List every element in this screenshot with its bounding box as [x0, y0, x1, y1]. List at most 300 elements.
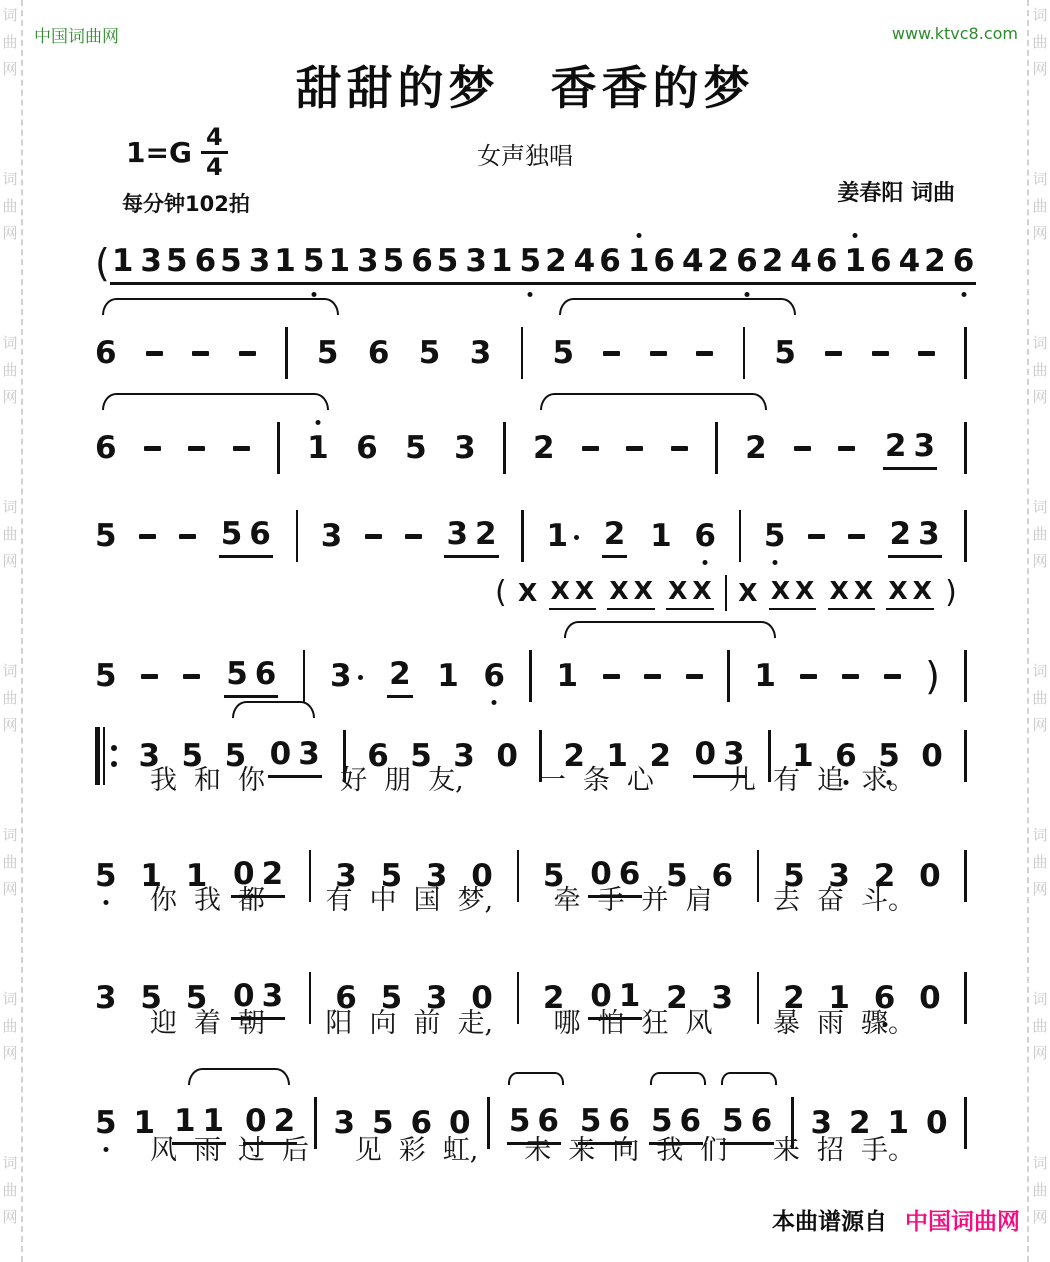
watermark-char: 网: [2, 716, 18, 734]
note: 5: [224, 738, 247, 774]
note: X: [912, 576, 932, 605]
duration-dash: [848, 534, 865, 539]
lyric-group: [729, 765, 915, 797]
note: 2: [761, 242, 784, 279]
lyric-syllable: 肩: [685, 885, 713, 916]
beam-group: [224, 655, 278, 698]
lyric-syllable: 虹,: [442, 1135, 479, 1166]
note: 2: [745, 430, 767, 466]
note: 3: [333, 1105, 356, 1141]
note: 6: [711, 858, 734, 894]
note: 3: [95, 980, 117, 1016]
key-label: 1=G: [126, 135, 192, 169]
time-signature: [201, 122, 228, 181]
note: 2: [273, 1102, 296, 1139]
watermark-group: [2, 1156, 17, 1225]
note: 5: [371, 1105, 394, 1141]
watermark-char: 网: [2, 880, 18, 898]
note: X: [550, 576, 570, 605]
note: 0: [269, 735, 292, 772]
note: 0: [245, 1102, 267, 1139]
barline: [964, 650, 967, 702]
note: 3: [918, 515, 940, 552]
beam-group: [760, 242, 814, 285]
note: 1: [556, 658, 579, 694]
beam-group: [489, 242, 543, 285]
note: 2: [889, 515, 912, 552]
duration-dash: [872, 351, 889, 356]
parenthesis: (: [95, 241, 110, 285]
watermark-char: 词: [1032, 334, 1048, 352]
watermark-group: [2, 336, 17, 405]
note: 0: [919, 980, 941, 1016]
beam-group: [886, 576, 934, 610]
duration-dash: [582, 446, 599, 451]
slur-arc: [559, 298, 796, 315]
note: 1: [547, 517, 580, 555]
note: 1: [844, 242, 866, 280]
beam-group: [164, 242, 218, 285]
watermark-char: 网: [2, 1044, 18, 1062]
beam-group: [272, 242, 326, 285]
lyric-syllable: 见: [354, 1135, 382, 1166]
music-line-intro-2: [95, 295, 967, 391]
left-watermark-border: [0, 0, 20, 1262]
lyric-syllable: 向: [612, 1135, 640, 1166]
watermark-char: 网: [2, 552, 18, 570]
watermark-char: 网: [1032, 60, 1048, 78]
lyric-syllable: 骤。: [861, 1008, 915, 1039]
beam-group: [828, 576, 876, 610]
lyrics-line-2: [105, 885, 950, 917]
footer-text: 本曲谱源自: [772, 1209, 887, 1235]
note: X: [829, 576, 849, 605]
note: 1: [185, 858, 208, 894]
watermark-char: 曲: [1032, 525, 1048, 543]
note: 1: [437, 658, 459, 694]
augmentation-dot: [574, 535, 579, 540]
note: 5: [783, 858, 805, 894]
beam-group: [381, 242, 435, 285]
barline: [964, 327, 967, 379]
barline: [964, 730, 967, 782]
octave-dot-above: [853, 233, 858, 238]
watermark-char: 曲: [2, 1017, 18, 1035]
lyric-group: [773, 1135, 915, 1167]
duration-dash: [800, 674, 817, 679]
note: 5: [520, 242, 542, 280]
augmentation-dot: [358, 675, 363, 680]
barline: [964, 510, 967, 562]
watermark-char: 词: [1032, 1154, 1048, 1172]
lyric-group: [539, 765, 654, 797]
note: 5: [508, 1102, 531, 1139]
note: 3: [828, 858, 850, 894]
note: 6: [483, 657, 505, 695]
lyric-syllable: 来: [772, 1135, 800, 1166]
watermark-char: 曲: [1032, 853, 1048, 871]
lyric-syllable: 儿: [728, 765, 756, 796]
lyric-syllable: 梦,: [457, 885, 494, 916]
note: 1: [274, 242, 296, 279]
note: 3: [357, 242, 379, 279]
note: 1: [754, 658, 776, 694]
barline: [739, 510, 742, 562]
watermark-char: 词: [2, 990, 18, 1008]
note: 5: [95, 518, 117, 554]
lyric-syllable: 我: [656, 1135, 684, 1166]
note: 0: [925, 1105, 948, 1141]
lyric-syllable: 友,: [428, 765, 464, 796]
beam-group: [769, 576, 817, 610]
lyric-group: [325, 1008, 493, 1040]
watermark-char: 曲: [2, 853, 18, 871]
lyric-syllable: 你: [150, 885, 177, 916]
beam-group: [607, 576, 655, 610]
duration-dash: [365, 534, 382, 539]
note: 1: [140, 858, 162, 894]
lyric-syllable: 朝: [238, 1008, 265, 1039]
note: 0: [233, 855, 255, 892]
barline: [725, 575, 727, 611]
note: 2: [649, 738, 672, 774]
lyric-syllable: 斗。: [861, 885, 915, 916]
beam-group: [326, 242, 380, 285]
lyric-syllable: 你: [238, 765, 265, 796]
lyrics-line-1: [105, 765, 950, 797]
note: 3: [320, 518, 343, 554]
note: 5: [140, 980, 162, 1016]
note: 3: [335, 858, 357, 894]
lyric-syllable: 迎: [150, 1008, 177, 1039]
note: 6: [95, 335, 117, 371]
watermark-char: 曲: [2, 689, 18, 707]
watermark-char: 曲: [1032, 361, 1048, 379]
note: 3: [425, 858, 448, 894]
note: 1: [490, 242, 513, 279]
lyric-syllable: 前: [413, 1008, 441, 1039]
watermark-char: 曲: [2, 1181, 18, 1199]
duration-dash: [696, 351, 713, 356]
lyric-syllable: 过: [238, 1135, 265, 1166]
note: 2: [873, 858, 896, 894]
watermark-char: 词: [1032, 826, 1048, 844]
beam-group: [666, 576, 714, 610]
note: 5: [95, 1104, 117, 1142]
note: 3: [138, 738, 161, 774]
lyric-syllable: 牵: [553, 885, 581, 916]
note: 5: [220, 242, 242, 279]
note: 5: [226, 655, 248, 692]
lyric-syllable: 奋: [817, 885, 844, 916]
slur-arc: [102, 298, 339, 315]
note: X: [574, 576, 595, 605]
note: 2: [884, 427, 907, 464]
watermark-char: 曲: [1032, 197, 1048, 215]
beam-group: [922, 242, 976, 285]
parenthesis: ): [945, 575, 957, 610]
watermark-char: 词: [2, 334, 18, 352]
right-dashed-border: [1027, 0, 1029, 1262]
duration-dash: [405, 534, 422, 539]
site-name-link[interactable]: 中国词曲网: [34, 27, 119, 47]
lyric-syllable: 中: [369, 885, 397, 916]
tempo-marking: 每分钟102拍: [122, 192, 250, 216]
time-signature-numerator: 4: [201, 125, 228, 154]
duration-dash: [842, 674, 859, 679]
barline: [715, 422, 718, 474]
note: 2: [261, 855, 284, 892]
barline: [964, 1097, 967, 1149]
barline: [503, 422, 506, 474]
slur-arc: [721, 1072, 777, 1085]
lyric-group: [150, 1135, 309, 1167]
duration-dash: [671, 446, 688, 451]
beam-group: [602, 515, 628, 558]
slur-arc: [188, 1068, 290, 1085]
footer-brand-link[interactable]: 中国词曲网: [905, 1209, 1020, 1235]
watermark-char: 曲: [2, 525, 18, 543]
site-url-link[interactable]: www.ktvc8.com: [891, 24, 1018, 43]
watermark-char: 词: [1032, 498, 1048, 516]
note: 4: [898, 242, 921, 279]
lyric-group: [773, 1008, 915, 1040]
note: 3: [810, 1105, 833, 1141]
note: X: [888, 576, 908, 605]
note: 6: [750, 1102, 773, 1139]
watermark-char: 词: [1032, 170, 1048, 188]
barline: [743, 327, 746, 379]
octave-dot-above: [636, 233, 641, 238]
note: 2: [603, 515, 626, 552]
watermark-char: 网: [2, 1208, 18, 1226]
note: 5: [418, 335, 441, 371]
note: 2: [707, 242, 730, 279]
lyric-group: [554, 1008, 713, 1040]
note: 5: [764, 517, 786, 555]
duration-dash: [686, 674, 703, 679]
duration-dash: [884, 674, 901, 679]
watermark-char: 词: [2, 170, 18, 188]
beam-group: [444, 515, 498, 558]
watermark-group: [2, 500, 17, 569]
barline: [303, 650, 306, 702]
beam-group: [549, 576, 597, 610]
watermark-char: 词: [2, 662, 18, 680]
note: 5: [220, 515, 243, 552]
lyric-syllable: 一: [538, 765, 566, 796]
lyric-syllable: 条: [582, 765, 610, 796]
octave-dot-above: [315, 420, 320, 425]
time-signature-denominator: 4: [205, 152, 223, 181]
note: 6: [95, 430, 117, 466]
note: 5: [185, 980, 208, 1016]
note: 1: [828, 980, 850, 1016]
note: 0: [919, 858, 941, 894]
note: 6: [367, 738, 389, 774]
lyric-syllable: 朋: [384, 765, 412, 796]
watermark-char: 网: [2, 388, 18, 406]
note: 6: [608, 1102, 631, 1139]
note: 5: [405, 430, 427, 466]
lyric-group: [325, 885, 493, 917]
note: 2: [389, 655, 411, 692]
note: 2: [666, 980, 688, 1016]
watermark-char: 网: [1032, 880, 1048, 898]
watermark-char: 曲: [2, 361, 18, 379]
note: X: [517, 578, 538, 607]
lyric-syllable: 彩: [398, 1135, 426, 1166]
parenthesis: (: [495, 575, 507, 610]
note: 3: [140, 242, 162, 279]
note: 6: [736, 242, 758, 280]
note: 1: [307, 429, 329, 467]
lyric-syllable: 雨: [817, 1008, 844, 1039]
note: 0: [233, 977, 255, 1014]
lyric-syllable: 都: [238, 885, 265, 916]
note: 3: [711, 980, 734, 1016]
note: 1: [618, 977, 641, 1014]
note: 1: [887, 1105, 910, 1141]
note: 0: [921, 738, 943, 774]
watermark-char: 曲: [1032, 1181, 1048, 1199]
octave-dot-below: [772, 560, 777, 565]
duration-dash: [183, 674, 200, 679]
note: 5: [181, 738, 204, 774]
watermark-char: 词: [2, 498, 18, 516]
lyric-syllable: 心: [626, 765, 654, 796]
note: 2: [783, 980, 805, 1016]
watermark-char: 词: [1032, 990, 1048, 1008]
duration-dash: [144, 446, 161, 451]
lyric-syllable: 我: [194, 885, 221, 916]
note: 1: [792, 738, 814, 774]
note: 0: [471, 980, 493, 1016]
note: 2: [475, 515, 497, 552]
note: X: [853, 576, 874, 605]
lyric-syllable: 并: [641, 885, 669, 916]
note: 1: [111, 242, 134, 279]
watermark-group: [2, 664, 17, 733]
beam-group: [888, 515, 942, 558]
note: 5: [579, 1102, 602, 1139]
note: X: [633, 576, 653, 605]
watermark-char: 词: [2, 1154, 18, 1172]
lyric-syllable: 怕: [597, 1008, 625, 1039]
music-line-intro-1: [95, 205, 975, 301]
note: 2: [924, 242, 946, 279]
barline: [727, 650, 730, 702]
note: 2: [532, 430, 555, 466]
note: 0: [471, 858, 493, 894]
note: 3: [248, 242, 271, 279]
barline: [277, 422, 280, 474]
note: 5: [542, 858, 565, 894]
note: 3: [425, 980, 448, 1016]
note: 3: [723, 735, 745, 772]
beam-group: [814, 242, 868, 285]
note: 5: [410, 738, 432, 774]
lyric-syllable: 有: [772, 765, 800, 796]
note: X: [738, 578, 758, 607]
note: 5: [552, 335, 575, 371]
lyric-syllable: 雨: [194, 1135, 221, 1166]
beam-group: [435, 242, 489, 285]
note: 5: [380, 858, 403, 894]
note: 6: [335, 980, 357, 1016]
note: 6: [835, 737, 857, 775]
composer-credit: 姜春阳 词曲: [837, 181, 955, 206]
note: 2: [563, 738, 585, 774]
note: 6: [694, 517, 716, 555]
beam-group: [543, 242, 597, 285]
music-line-percussion: [495, 568, 957, 618]
lyric-syllable: 求。: [860, 765, 915, 796]
note: 5: [95, 658, 117, 694]
note: 6: [653, 242, 675, 279]
note: 5: [316, 335, 339, 371]
note: 6: [870, 242, 892, 279]
lyric-syllable: 哪: [553, 1008, 581, 1039]
lyric-group: [773, 885, 915, 917]
music-line-intro-4: [95, 478, 967, 574]
lyric-syllable: 和: [194, 765, 221, 796]
key-signature: [126, 122, 228, 182]
watermark-group: [1032, 1156, 1047, 1225]
note: X: [609, 576, 629, 605]
lyric-syllable: 狂: [641, 1008, 669, 1039]
parenthesis: ): [925, 654, 940, 698]
right-watermark-border: [1030, 0, 1050, 1262]
lyric-group: [150, 1008, 265, 1040]
lyric-syllable: 阳: [325, 1008, 353, 1039]
lyric-syllable: 招: [816, 1135, 844, 1166]
note: 6: [537, 1102, 559, 1139]
watermark-group: [1032, 992, 1047, 1061]
note: 5: [303, 242, 325, 280]
lyric-syllable: 手。: [860, 1135, 915, 1166]
beam-group: [883, 427, 937, 470]
duration-dash: [825, 351, 842, 356]
note: 6: [249, 515, 271, 552]
note: 1: [173, 1102, 196, 1139]
lyric-syllable: 我: [150, 765, 177, 796]
duration-dash: [233, 446, 250, 451]
watermark-char: 曲: [1032, 1017, 1048, 1035]
watermark-group: [2, 828, 17, 897]
note: 3: [454, 430, 476, 466]
note: 1: [606, 738, 628, 774]
watermark-char: 网: [1032, 552, 1048, 570]
beam-group: [218, 242, 272, 285]
note: X: [668, 576, 688, 605]
watermark-char: 网: [2, 224, 18, 242]
note: 2: [848, 1105, 871, 1141]
slur-arc: [564, 621, 776, 638]
note: 5: [95, 857, 117, 895]
lyrics-line-4: [105, 1135, 950, 1167]
duration-dash: [838, 446, 855, 451]
lyric-group: [340, 765, 464, 797]
note: 6: [953, 242, 975, 280]
duration-dash: [239, 351, 256, 356]
lyric-syllable: 去: [773, 885, 800, 916]
note: 5: [650, 1102, 673, 1139]
duration-dash: [192, 351, 209, 356]
barline: [529, 650, 532, 702]
music-line-intro-3: [95, 390, 967, 486]
note: 6: [410, 1105, 433, 1141]
